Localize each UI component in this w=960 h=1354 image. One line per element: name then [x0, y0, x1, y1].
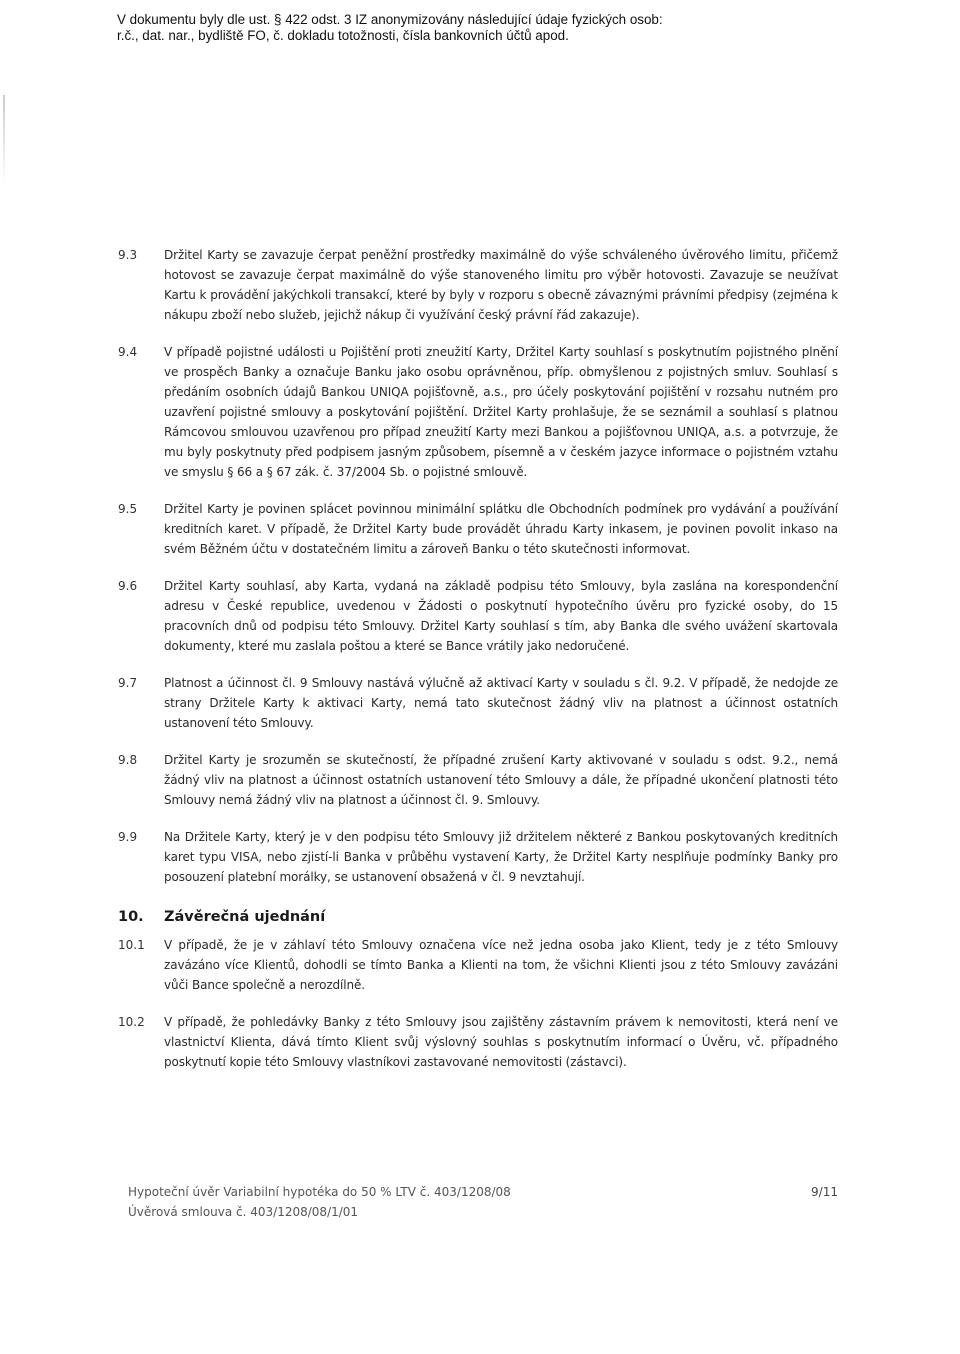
clause-number: 9.6	[118, 579, 138, 593]
section-number: 10.	[118, 909, 144, 925]
notice-line-2: r.č., dat. nar., bydliště FO, č. dokladu totožnosti, čísla bankovních účtů apod.	[117, 28, 569, 43]
clause-number: 10.2	[118, 1015, 145, 1029]
scan-edge-mark	[3, 95, 5, 185]
clause-text: V případě, že je v záhlaví této Smlouvy označena více než jedna osoba jako Klient, tedy je z této Smlouvy zavázáno více Klientů, dohodli se tímto Banka a Klienti na tom, že všichni Klienti jsou z této Smlouvy zavázáni vůči Bance společně a nerozdílně.	[164, 938, 838, 992]
clause-10-2	[118, 1012, 838, 1072]
footer-contract-line: Úvěrová smlouva č. 403/1208/08/1/01	[128, 1205, 359, 1219]
clause-number: 9.3	[118, 248, 138, 262]
clause-9-3	[118, 245, 838, 325]
notice-line-1: V dokumentu byly dle ust. § 422 odst. 3 IZ anonymizovány následující údaje fyzických osob:	[117, 12, 663, 27]
clause-9-8	[118, 750, 838, 810]
clause-number: 10.1	[118, 938, 145, 952]
section-title: Závěrečná ujednání	[164, 909, 326, 925]
clause-number: 9.8	[118, 753, 138, 767]
clause-number: 9.9	[118, 830, 138, 844]
document-body	[118, 245, 838, 1089]
clause-9-9	[118, 827, 838, 887]
clause-9-6	[118, 576, 838, 656]
clause-text: V případě pojistné události u Pojištění proti zneužití Karty, Držitel Karty souhlasí s poskytnutím pojistného plnění ve prospěch Banky a označuje Banku jako osobu oprávněnou, příp. obmyšlenou z pojistných smluv. Souhlasí s předáním osobních údajů Bankou UNIQA pojišťovně, a.s., pro účely poskytování pojištění v rozsahu nutném pro uzavření pojistné smlouvy a poskytování pojištění. Držitel Karty prohlašuje, že se seznámil a souhlasí s platnou Rámcovou smlouvou uzavřenou pro případ zneužití Karty mezi Bankou a pojišťovnou UNIQA, a.s. a potvrzuje, že mu byly poskytnuty před podpisem jasným způsobem, písemně a v českém jazyce informace o pojistném vztahu ve smyslu § 66 a § 67 zák. č. 37/2004 Sb. o pojistné smlouvě.	[164, 345, 838, 479]
footer-product-line: Hypoteční úvěr Variabilní hypotéka do 50 % LTV č. 403/1208/08	[128, 1185, 511, 1199]
clause-number: 9.7	[118, 676, 138, 690]
clause-9-5	[118, 499, 838, 559]
clause-text: Držitel Karty je srozuměn se skutečností, že případné zrušení Karty aktivované v souladu s odst. 9.2., nemá žádný vliv na platnost a účinnost ostatních ustanovení této Smlouvy a dále, že případné ukončení platnosti této Smlouvy nemá žádný vliv na platnost a účinnost čl. 9. Smlouvy.	[164, 753, 838, 807]
clause-9-7	[118, 673, 838, 733]
clause-text: V případě, že pohledávky Banky z této Smlouvy jsou zajištěny zástavním právem k nemovitosti, která není ve vlastnictví Klienta, dává tímto Klient svůj výslovný souhlas s poskytnutím informací o Úvěru, vč. případného poskytnutí kopie této Smlouvy vlastníkovi zastavované nemovitosti (zástavci).	[164, 1015, 838, 1069]
page-number: 9/11	[811, 1185, 838, 1199]
clause-number: 9.4	[118, 345, 138, 359]
anonymization-notice	[117, 12, 817, 44]
clause-text: Na Držitele Karty, který je v den podpisu této Smlouvy již držitelem některé z Bankou poskytovaných kreditních karet typu VISA, nebo zjistí-li Banka v průběhu vystavení Karty, že Držitel Karty nesplňuje podmínky Banky pro posouzení platební morálky, se ustanovení obsažená v čl. 9 nevztahují.	[164, 830, 838, 884]
clause-number: 9.5	[118, 502, 138, 516]
clause-9-4	[118, 342, 838, 482]
clause-text: Držitel Karty souhlasí, aby Karta, vydaná na základě podpisu této Smlouvy, byla zaslána na korespondenční adresu v České republice, uvedenou v Žádosti o poskytnutí hypotečního úvěru pro fyzické osoby, do 15 pracovních dnů od podpisu této Smlouvy. Držitel Karty souhlasí s tím, aby Banka dle svého uvážení skartovala dokumenty, které mu zaslala poštou a které se Bance vrátily jako nedoručené.	[164, 579, 838, 653]
page-footer	[128, 1182, 848, 1222]
clause-text: Platnost a účinnost čl. 9 Smlouvy nastává výlučně až aktivací Karty v souladu s čl. 9.2. V případě, že nedojde ze strany Držitele Karty k aktivaci Karty, nemá tato skutečnost žádný vliv na platnost a účinnost ostatních ustanovení této Smlouvy.	[164, 676, 838, 730]
clause-text: Držitel Karty je povinen splácet povinnou minimální splátku dle Obchodních podmínek pro vydávání a používání kreditních karet. V případě, že Držitel Karty bude provádět úhradu Karty inkasem, je povinen povolit inkaso na svém Běžném účtu v dostatečném limitu a zároveň Banku o této skutečnosti informovat.	[164, 502, 838, 556]
section-heading	[118, 909, 838, 925]
clause-10-1	[118, 935, 838, 995]
clause-text: Držitel Karty se zavazuje čerpat peněžní prostředky maximálně do výše schváleného úvěrového limitu, přičemž hotovost se zavazuje čerpat maximálně do výše stanoveného limitu pro výběr hotovosti. Zavazuje se neužívat Kartu k provádění jakýchkoli transakcí, které by byly v rozporu s obecně závaznými právními předpisy (zejména k nákupu zboží nebo služeb, jejichž nákup či využívání český právní řád zakazuje).	[164, 248, 838, 322]
